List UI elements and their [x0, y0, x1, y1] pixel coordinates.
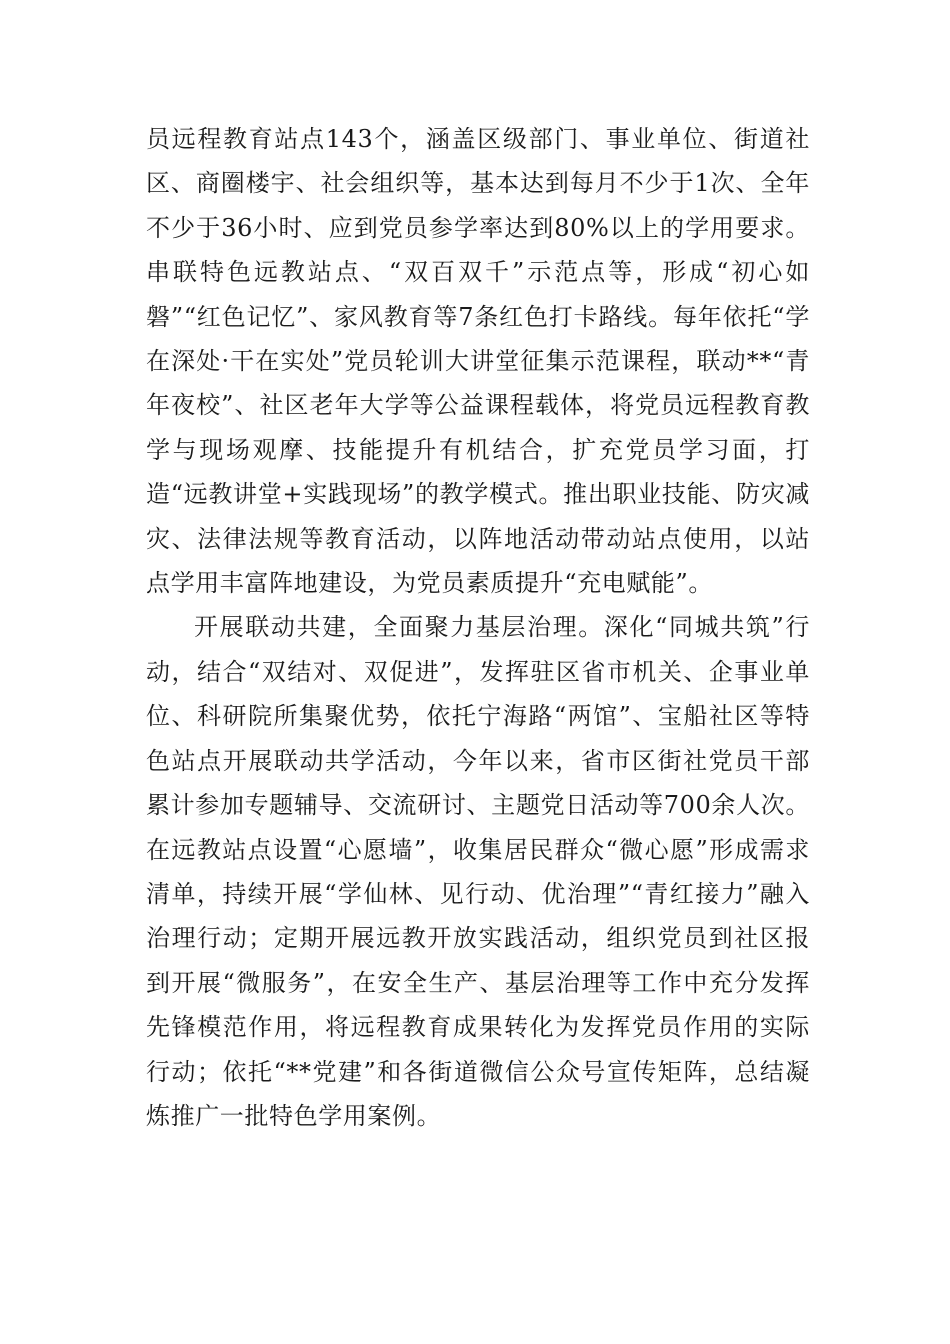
paragraph-joint-construction: 开展联动共建，全面聚力基层治理。深化“同城共筑”行动，结合“双结对、双促进”，发挥驻区省市机关、企事业单位、科研院所集聚优势，依托宁海路“两馆”、宝船社区等特色站点开展联动共学活动，今年以来，省市区街社党员干部累计参加专题辅导、交流研讨、主题党日活动等700余人次。在远教站点设置“心愿墙”，收集居民群众“微心愿”形成需求清单，持续开展“学仙林、见行动、优治理”“青红接力”融入治理行动；定期开展远教开放实践活动，组织党员到社区报到开展“微服务”，在安全生产、基层治理等工作中充分发挥先锋模范作用，将远程教育成果转化为发挥党员作用的实际行动；依托“**党建”和各街道微信公众号宣传矩阵，总结凝炼推广一批特色学用案例。	[146, 613, 810, 1130]
paragraph-continued: 员远程教育站点143个，涵盖区级部门、事业单位、街道社区、商圈楼宇、社会组织等，基本达到每月不少于1次、全年不少于36小时、应到党员参学率达到80%以上的学用要求。串联特色远教站点、“双百双千”示范点等，形成“初心如磐”“红色记忆”、家风教育等7条红色打卡路线。每年依托“学在深处·干在实处”党员轮训大讲堂征集示范课程，联动**“青年夜校”、社区老年大学等公益课程载体，将党员远程教育教学与现场观摩、技能提升有机结合，扩充党员学习面，打造“远教讲堂+实践现场”的教学模式。推出职业技能、防灾减灾、法律法规等教育活动，以阵地活动带动站点使用，以站点学用丰富阵地建设，为党员素质提升“充电赋能”。	[146, 125, 810, 598]
document-body	[146, 117, 810, 1138]
